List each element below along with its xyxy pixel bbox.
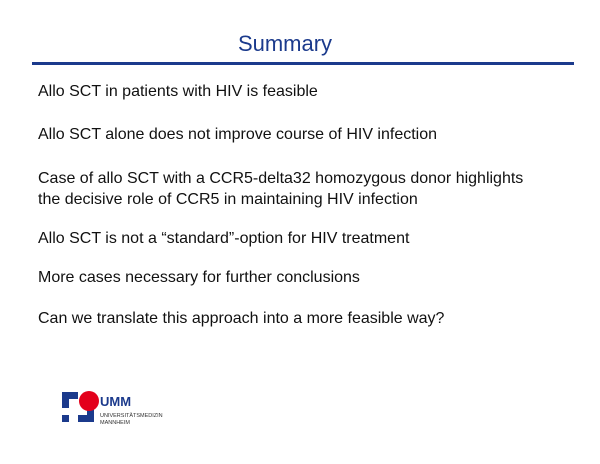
bullet-6: Can we translate this approach into a more feasible way? [38, 310, 445, 327]
slide-title: Summary [237, 31, 333, 56]
bullet-3-line-2: the decisive role of CCR5 in maintaining HIV infection [38, 191, 418, 208]
logo-line2: MANNHEIM [100, 420, 130, 426]
bullet-1: Allo SCT in patients with HIV is feasible [38, 83, 318, 100]
title-divider [32, 62, 574, 65]
bullet-4: Allo SCT is not a “standard”-option for HIV treatment [38, 230, 410, 247]
bullet-5: More cases necessary for further conclusions [38, 269, 360, 286]
bullet-2: Allo SCT alone does not improve course of HIV infection [38, 126, 438, 143]
umm-logo [60, 388, 200, 428]
logo-abbr: UMM [100, 394, 132, 409]
bullet-3-line-1: Case of allo SCT with a CCR5-delta32 homozygous donor highlights [38, 170, 524, 187]
logo-line1: UNIVERSITÄTSMEDIZIN [100, 413, 163, 419]
